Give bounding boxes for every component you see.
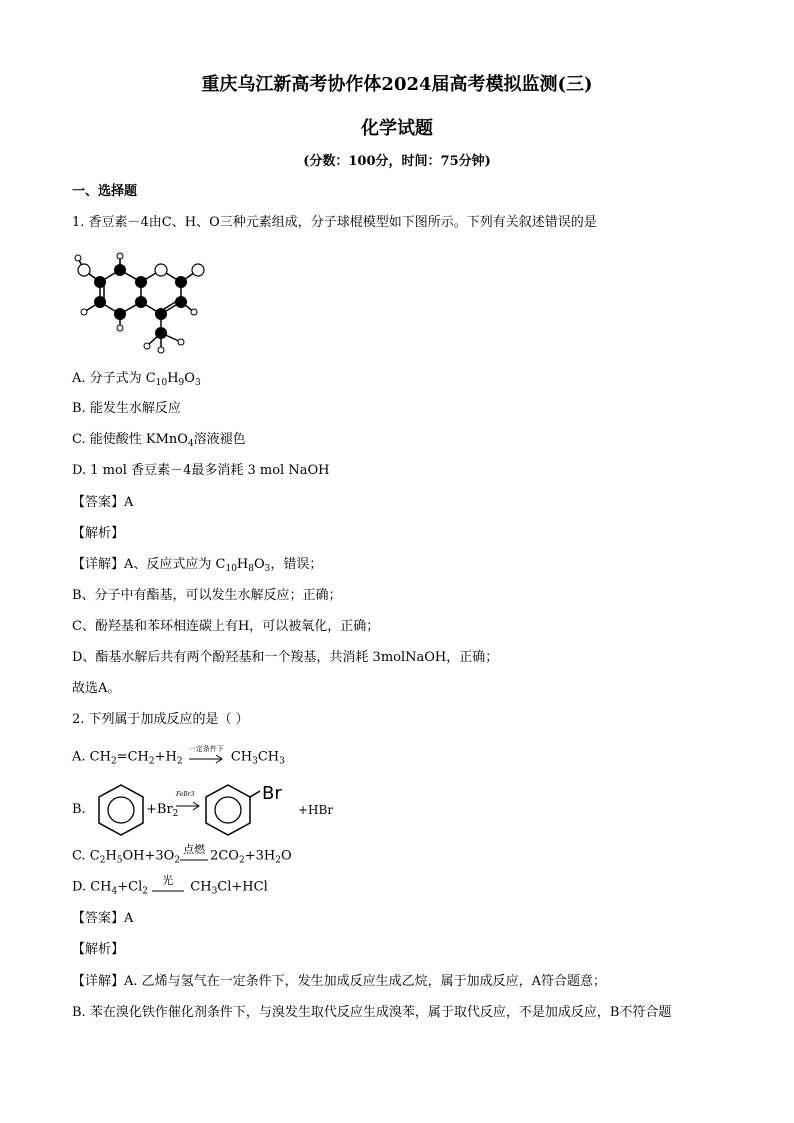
- page-title: 重庆乌江新高考协作体2024届高考模拟监测(三): [201, 74, 593, 95]
- q1-stem: 1. 香豆素－4由C、H、O三种元素组成，分子球棍模型如下图所示。下列有关叙述错误的是: [72, 215, 597, 230]
- q1-option-b: B. 能发生水解反应: [72, 401, 181, 416]
- q2-option-c: C. $C_2H_5OH+3O_2$ 点燃 $2CO_2+3H_2O$: [72, 843, 292, 866]
- light-arrow-icon: 光: [162, 874, 174, 887]
- q2-option-b-product: +HBr: [298, 803, 334, 817]
- bromine-label: Br: [262, 783, 282, 804]
- q1-detail-a: 【详解】A、反应式应为 $C_{10}H_8O_3$，错误；: [72, 557, 323, 574]
- q1-option-c: C. 能使酸性 KMnO$_4$溶液褪色: [72, 432, 246, 449]
- q1-option-a: A. 分子式为 $C_{10}H_9O_3$: [72, 371, 201, 388]
- q2-option-d: D. $CH_4+Cl_2$ 光 $CH_3Cl+HCl$: [72, 874, 268, 897]
- q2-answer: 【答案】A: [72, 911, 134, 926]
- benzene-ring-icon: [95, 782, 147, 838]
- q1-analysis-label: 【解析】: [72, 526, 125, 541]
- q1-detail-c: C、酚羟基和苯环相连碳上有H，可以被氧化，正确；: [72, 619, 380, 634]
- section-heading: 一、选择题: [72, 184, 138, 199]
- q1-option-d: D. 1 mol 香豆素－4最多消耗 3 mol NaOH: [72, 463, 330, 478]
- q1-conclusion: 故选A。: [72, 681, 121, 696]
- q2-option-a: A. $CH_2=CH_2+H_2$ 一定条件下 $CH_3CH_3$: [72, 745, 285, 767]
- q2-option-b-label: B.: [72, 802, 86, 817]
- q2-stem: 2. 下列属于加成反应的是（ ）: [72, 712, 249, 727]
- subject-title: 化学试题: [361, 118, 433, 139]
- q1-answer: 【答案】A: [72, 495, 134, 510]
- reaction-arrow-icon: 一定条件下: [187, 748, 227, 766]
- score-time-line: (分数：100分，时间：75分钟): [303, 154, 491, 169]
- ignition-arrow-icon: 点燃: [183, 843, 206, 856]
- reaction-arrow-icon: [174, 794, 202, 812]
- q2-analysis-label: 【解析】: [72, 942, 125, 957]
- q2-detail-b: B. 苯在溴化铁作催化剂条件下，与溴发生取代反应生成溴苯，属于取代反应，不是加成反应，B不符合题: [72, 1005, 672, 1020]
- q2-detail-a: 【详解】A. 乙烯与氢气在一定条件下，发生加成反应生成乙烷，属于加成反应，A符合题意；: [72, 974, 607, 989]
- molecule-ball-stick-image: [70, 250, 220, 355]
- bromobenzene-ring-icon: [200, 782, 260, 838]
- q2-option-b-reagent: $+Br_2$: [146, 802, 179, 819]
- q1-detail-d: D、酯基水解后共有两个酚羟基和一个羧基，共消耗 3molNaOH，正确；: [72, 650, 499, 665]
- q1-detail-b: B、分子中有酯基，可以发生水解反应；正确；: [72, 588, 342, 603]
